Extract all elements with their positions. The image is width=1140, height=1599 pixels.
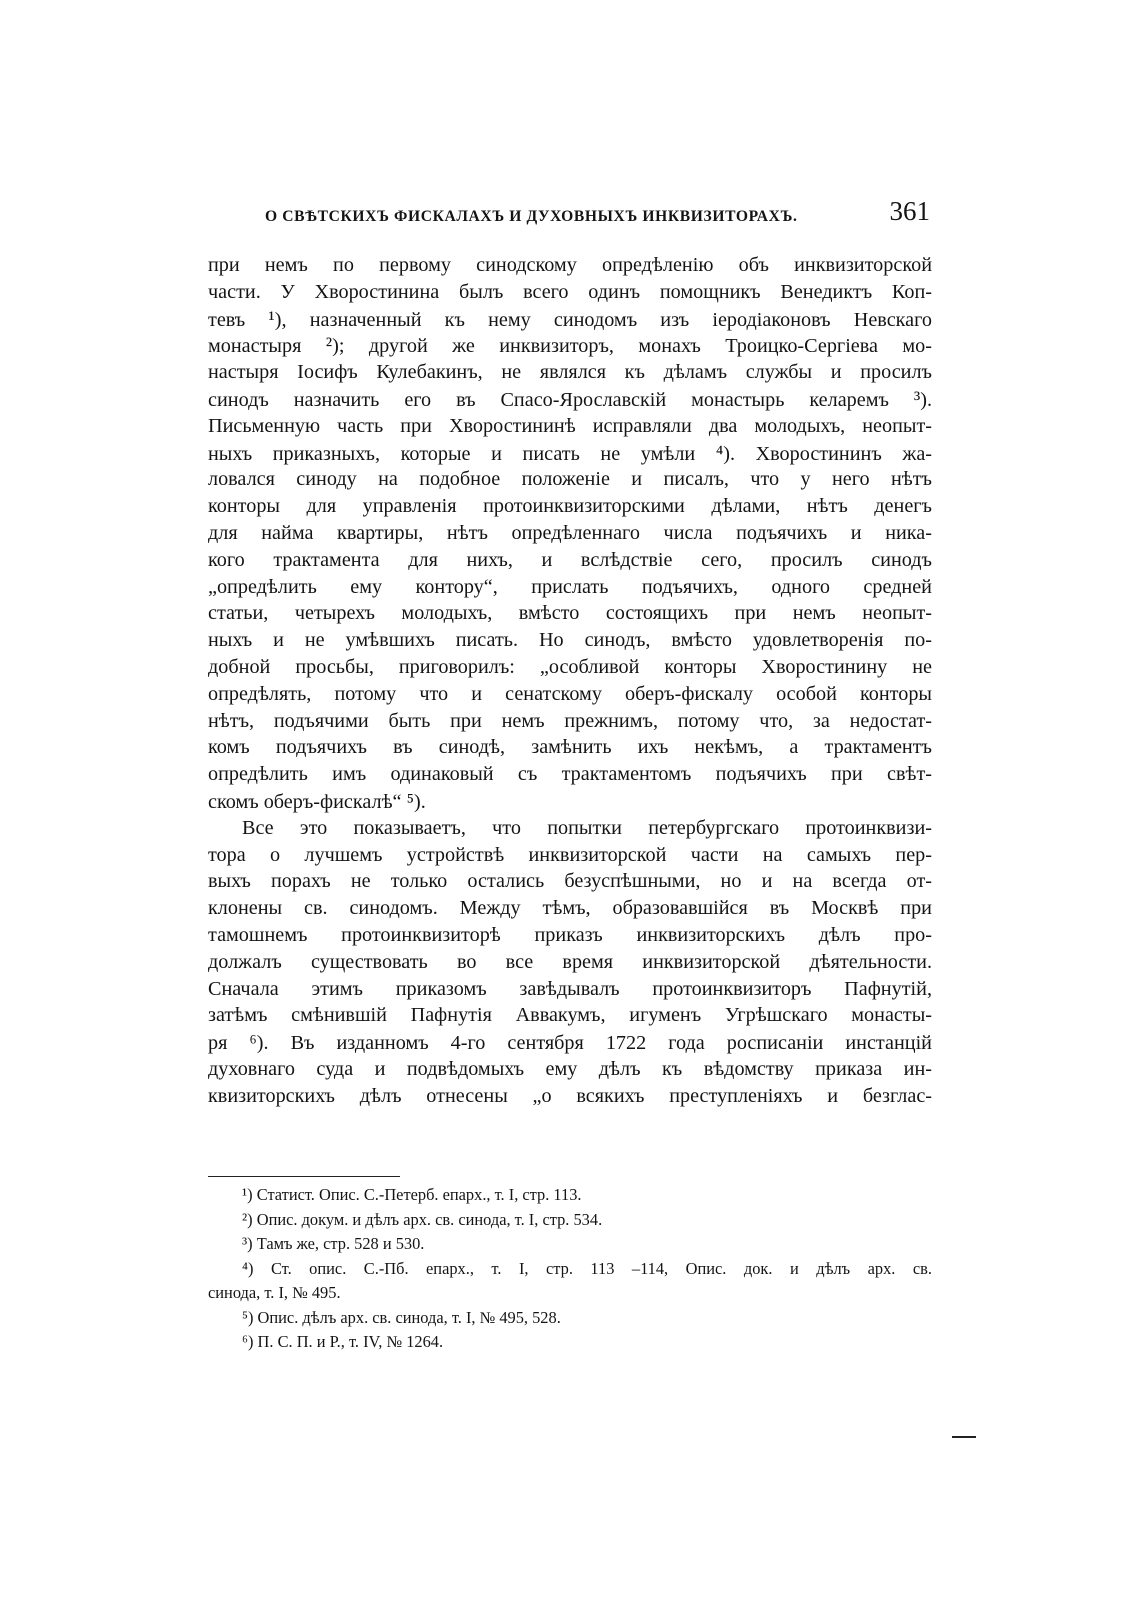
running-head-title: О СВѢТСКИХЪ ФИСКАЛАХЪ И ДУХОВНЫХЪ ИНКВИЗИТОРАХЪ. [265,208,798,225]
footnote-4: ⁴) Ст. опис. С.-Пб. епарх., т. I, стр. 113 –114, Опис. док. и дѣлъ арх. св. [242,1258,932,1278]
text-line: ныхъ приказныхъ, которые и писать не умѣли ⁴). Хворостининъ жа- [208,440,933,465]
text-line: настыря Іосифъ Кулебакинъ, не являлся къ дѣламъ службы и просилъ [208,361,932,384]
footnote-1: ¹) Статист. Опис. С.-Петерб. епарх., т. I, стр. 113. [242,1185,582,1204]
text-line: нѣтъ, подъячими быть при немъ прежнимъ, потому что, за недостат- [208,709,932,732]
text-line: ря ⁶). Въ изданномъ 4-го сентября 1722 года росписаніи инстанцій [208,1030,932,1055]
margin-dash-mark [952,1436,976,1438]
text-line: Сначала этимъ приказомъ завѣдывалъ протоинквизиторъ Пафнутій, [208,977,932,1000]
text-line: комъ подъячихъ въ синодѣ, замѣнить ихъ некѣмъ, а трактаментъ [208,736,932,759]
text-line: затѣмъ смѣнившій Пафнутія Аввакумъ, игуменъ Угрѣшскаго монасты- [208,1004,932,1027]
text-line: выхъ порахъ не только остались безуспѣшными, но и на всегда от- [208,870,932,893]
text-line: конторы для управленія протоинквизиторскими дѣлами, нѣтъ денегъ [208,495,932,518]
text-line: должалъ существовать во все время инквизиторской дѣятельности. [208,950,932,973]
text-line: квизиторскихъ дѣлъ отнесены „о всякихъ преступленіяхъ и безглас- [208,1084,932,1107]
footnote-5: ⁵) Опис. дѣлъ арх. св. синода, т. I, № 495, 528. [242,1307,561,1327]
text-line: для найма квартиры, нѣтъ опредѣленнаго числа подъячихъ и ника- [208,521,932,544]
text-line: кого трактамента для нихъ, и вслѣдствіе сего, просилъ синодъ [208,548,932,571]
text-line: Письменную часть при Хворостининѣ исправляли два молодыхъ, неопыт- [208,414,932,437]
running-header [265,198,930,232]
text-line: тора о лучшемъ устройствѣ инквизиторской части на самыхъ пер- [208,843,932,866]
text-line: тамошнемъ протоинквизиторѣ приказъ инквизиторскихъ дѣлъ про- [208,923,932,946]
footnotes [208,1183,932,1355]
text-line: ныхъ и не умѣвшихъ писать. Но синодъ, вмѣсто удовлетворенія по- [208,629,932,652]
text-line: ловался синоду на подобное положеніе и писалъ, что у него нѣтъ [208,468,932,491]
paragraph-start-line: Все это показываетъ, что попытки петербургскаго протоинквизи- [242,816,932,839]
text-line: клонены св. синодомъ. Между тѣмъ, образовавшійся въ Москвѣ при [208,897,932,920]
text-line: монастыря ²); другой же инквизиторъ, монахъ Троицко-Сергіева мо- [208,333,932,358]
text-line: „опредѣлить ему контору“, прислать подъячихъ, одного средней [208,575,932,598]
text-line: части. У Хворостинина былъ всего одинъ помощникъ Венедиктъ Коп- [208,280,932,303]
text-line: синодъ назначить его въ Спасо-Ярославскій монастырь келаремъ ³). [208,386,932,411]
text-line: опредѣлять, потому что и сенатскому оберъ-фискалу особой конторы [208,682,932,705]
text-line: при немъ по первому синодскому опредѣленію объ инквизиторской [208,254,932,276]
footnote-6: ⁶) П. С. П. и Р., т. IV, № 1264. [242,1332,444,1351]
text-line: статьи, четырехъ молодыхъ, вмѣсто состоящихъ при немъ неопыт- [208,602,932,625]
paragraph-end-line: скомъ оберъ-фискалѣ“ ⁵). [208,788,426,813]
text-line: духовнаго суда и подвѣдомыхъ ему дѣлъ къ вѣдомству приказа ин- [208,1057,932,1080]
footnote-4-continued: синода, т. I, № 495. [208,1283,341,1302]
text-line: опредѣлить имъ одинаковый съ трактаментомъ подъячихъ при свѣт- [208,763,932,786]
main-text [208,252,932,1110]
footnote-2: ²) Опис. докум. и дѣлъ арх. св. синода, т. I, стр. 534. [242,1209,603,1229]
footnote-divider [208,1176,400,1177]
text-line: добной просьбы, приговорилъ: „особливой конторы Хворостинину не [208,655,932,678]
footnote-3: ³) Тамъ же, стр. 528 и 530. [242,1234,425,1253]
text-line: тевъ ¹), назначенный къ нему синодомъ изъ іеродіаконовъ Невскаго [208,306,933,331]
page-number: 361 [889,196,930,226]
